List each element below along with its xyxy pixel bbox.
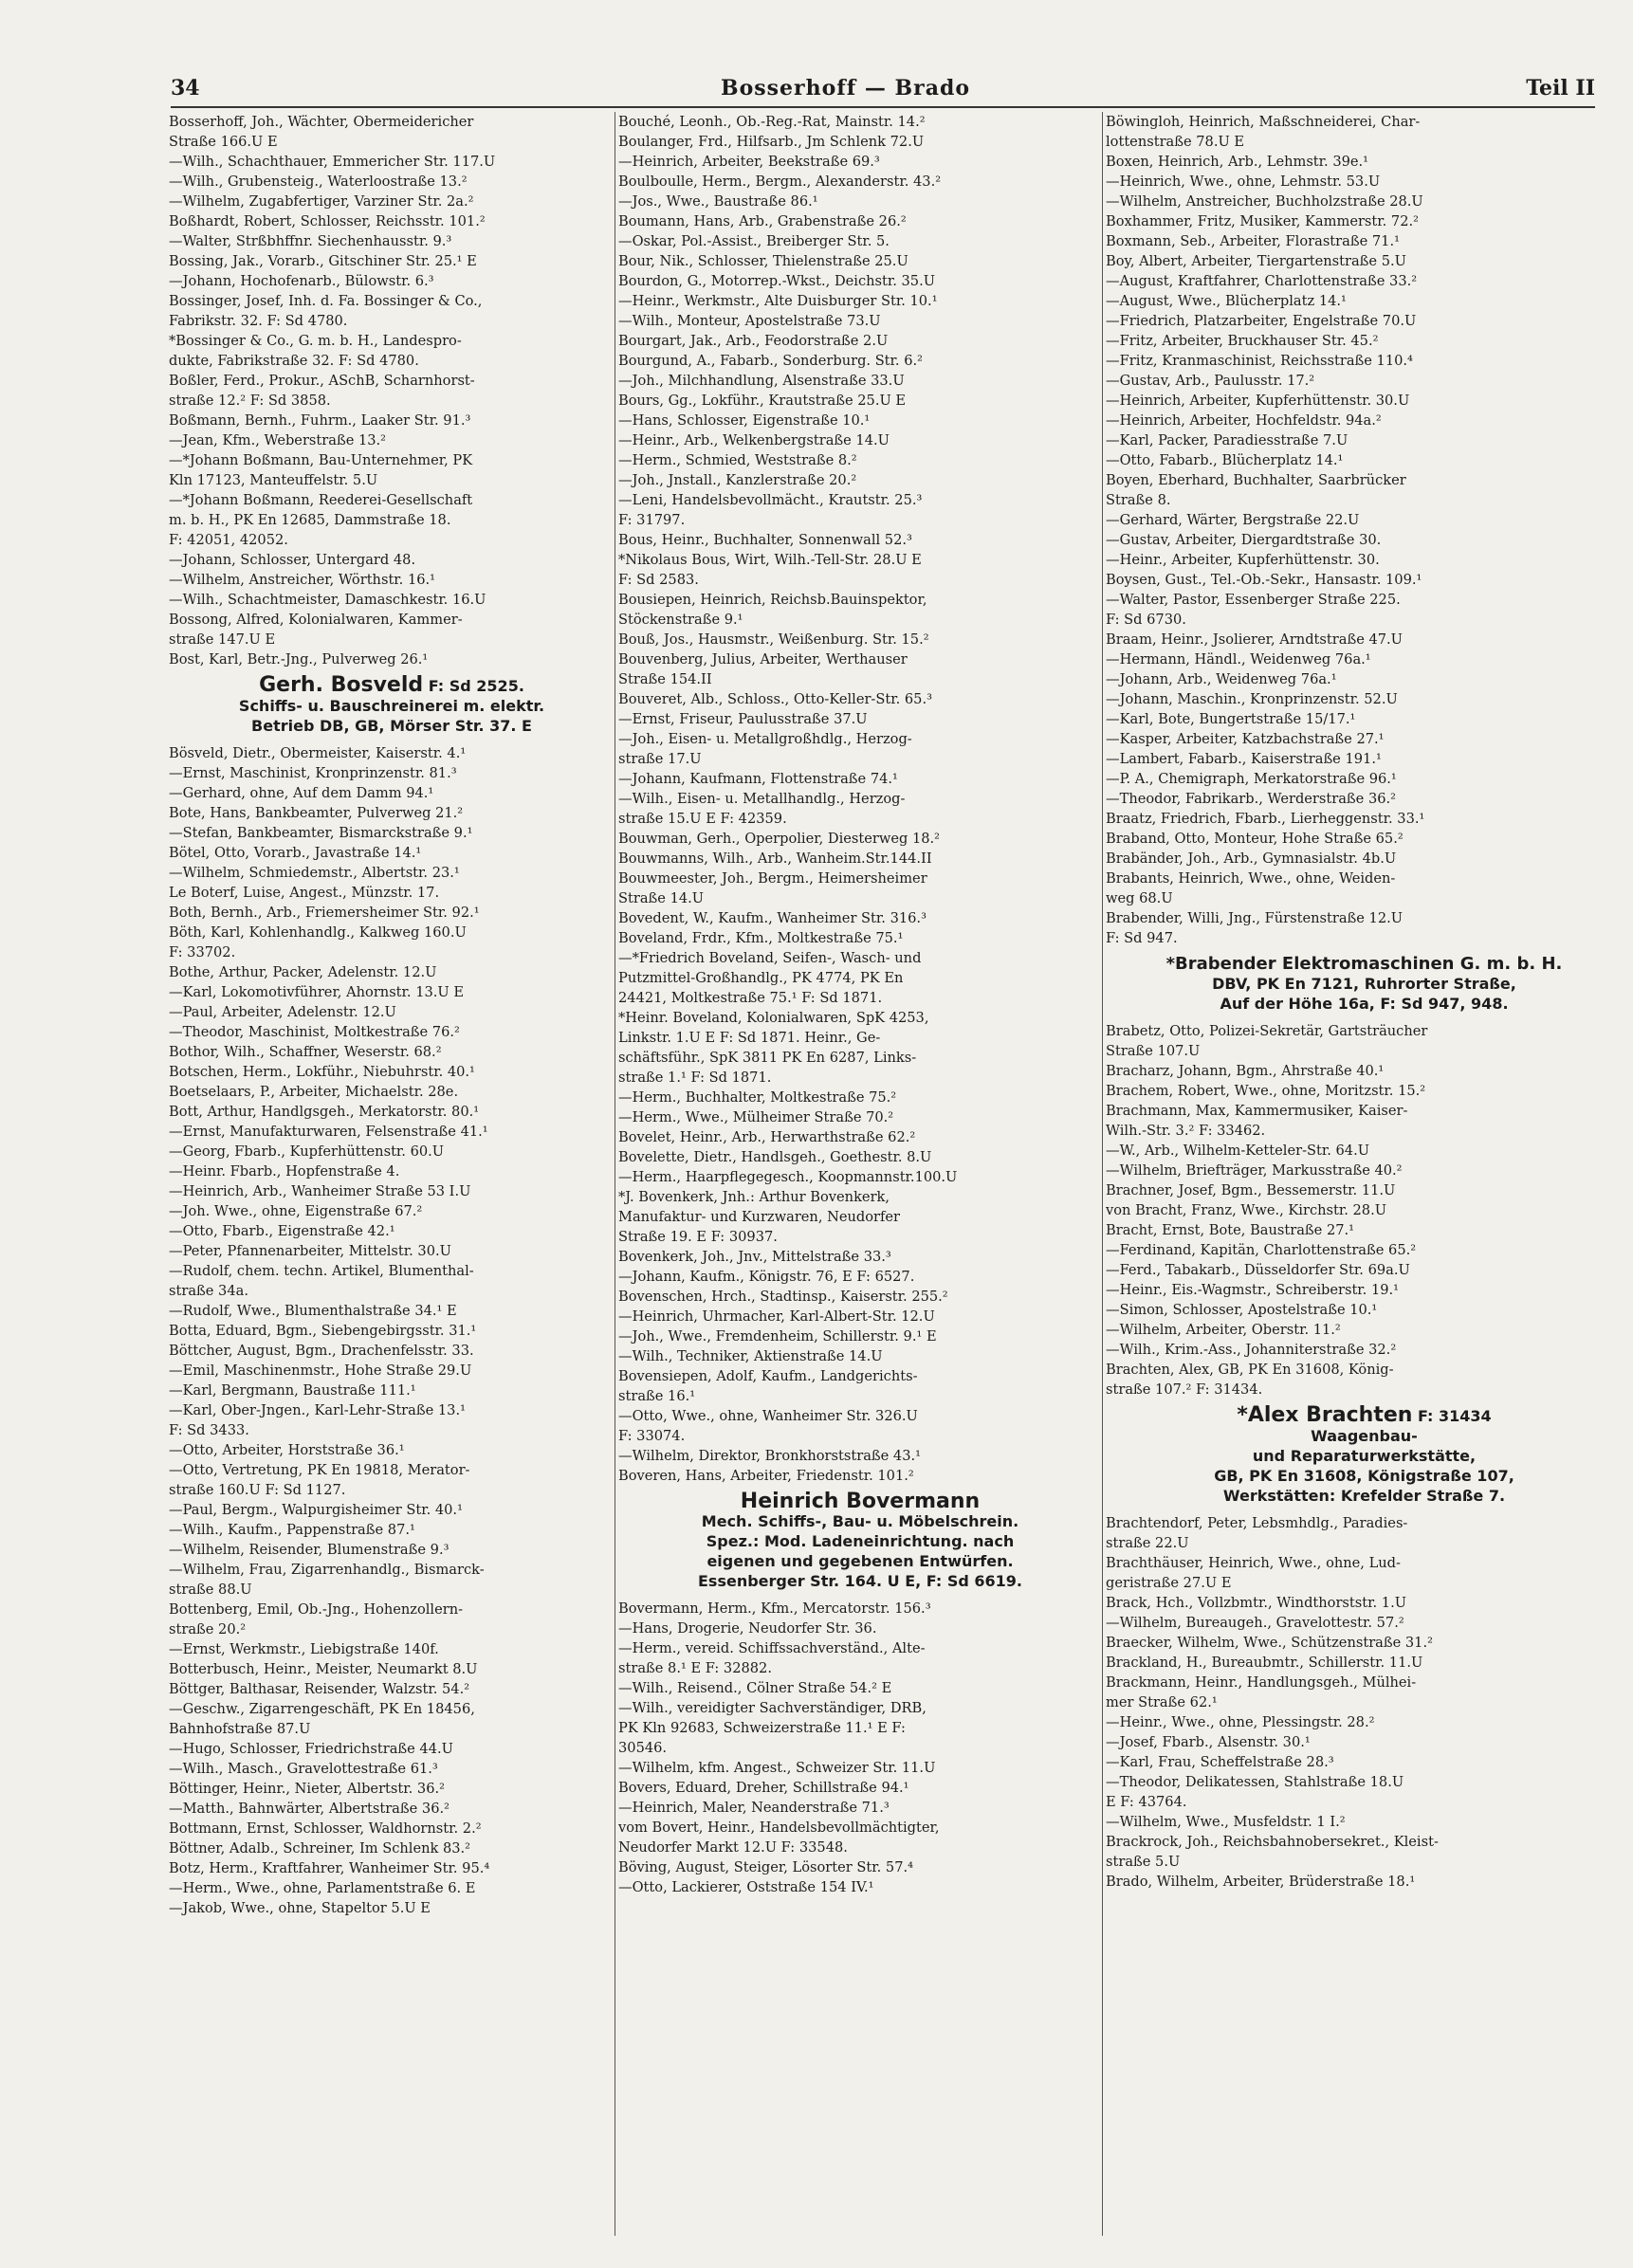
directory-entry: Bothe, Arthur, Packer, Adelenstr. 12.U: [169, 964, 437, 980]
directory-entry: Bous, Heinr., Buchhalter, Sonnenwall 52.³: [618, 532, 912, 548]
directory-entry: —Johann, Kaufm., Königstr. 76, E F: 6527.: [618, 1269, 915, 1285]
ad-title: Gerh. Bosveld: [259, 675, 424, 696]
directory-entry: Bovelet, Heinr., Arb., Herwarthstraße 62.²: [618, 1129, 916, 1145]
directory-entry: —August, Kraftfahrer, Charlottenstraße 33.²: [1106, 273, 1418, 289]
directory-entry: —Leni, Handelsbevollmächt., Krautstr. 25.³: [618, 492, 923, 508]
ad-line: DBV, PK En 7121, Ruhrorter Straße,: [1212, 975, 1516, 993]
directory-entry: Bovenkerk, Joh., Jnv., Mittelstraße 33.³: [618, 1249, 891, 1265]
directory-entry: Linkstr. 1.U E F: Sd 1871. Heinr., Ge-: [618, 1030, 881, 1046]
directory-entry: weg 68.U: [1106, 890, 1173, 906]
directory-entry: —Hugo, Schlosser, Friedrichstraße 44.U: [169, 1741, 453, 1757]
directory-entry: Bösveld, Dietr., Obermeister, Kaiserstr. 4.¹: [169, 745, 467, 761]
directory-entry: vom Bovert, Heinr., Handelsbevollmächtigter,: [618, 1820, 940, 1836]
directory-entry: —Jean, Kfm., Weberstraße 13.²: [169, 432, 387, 448]
ad-title: *Brabender Elektromaschinen G. m. b. H.: [1165, 954, 1563, 974]
directory-entry: Fabrikstr. 32. F: Sd 4780.: [169, 313, 348, 329]
directory-entry: Bovers, Eduard, Dreher, Schillstraße 94.¹: [618, 1780, 909, 1796]
directory-entry: Neudorfer Markt 12.U F: 33548.: [618, 1839, 848, 1856]
directory-entry: Bousiepen, Heinrich, Reichsb.Bauinspektor,: [618, 592, 927, 608]
ad-brachten: [1106, 1405, 1623, 1506]
directory-entry: —Jakob, Wwe., ohne, Stapeltor 5.U E: [169, 1900, 431, 1916]
ad-line: Betrieb DB, GB, Mörser Str. 37. E: [251, 717, 532, 735]
directory-entry: —Wilhelm, Zugabfertiger, Varziner Str. 2a.²: [169, 193, 474, 210]
directory-entry: —*Johann Boßmann, Reederei-Gesellschaft: [169, 492, 473, 508]
directory-entry: —Herm., vereid. Schiffssachverständ., Alte-: [618, 1640, 926, 1656]
directory-entry: —Wilh., Schachthauer, Emmericher Str. 117.U: [169, 154, 496, 170]
directory-entry: straße 1.¹ F: Sd 1871.: [618, 1070, 772, 1086]
directory-entry: —Wilh., vereidigter Sachverständiger, DRB,: [618, 1700, 927, 1716]
directory-entry: —Wilhelm, Direktor, Bronkhorststraße 43.¹: [618, 1448, 921, 1464]
directory-entry: —Johann, Kaufmann, Flottenstraße 74.¹: [618, 771, 898, 787]
directory-entry: —Wilhelm, Bureaugeh., Gravelottestr. 57.²: [1106, 1615, 1404, 1631]
ad-line: Spez.: Mod. Ladeneinrichtung. nach: [706, 1532, 1015, 1550]
directory-entry: Boumann, Hans, Arb., Grabenstraße 26.²: [618, 213, 907, 229]
directory-entry: —Heinrich, Arbeiter, Beekstraße 69.³: [618, 154, 880, 170]
directory-entry: Bovermann, Herm., Kfm., Mercatorstr. 156.³: [618, 1600, 931, 1617]
directory-entry: —Paul, Arbeiter, Adelenstr. 12.U: [169, 1004, 396, 1020]
directory-entry: —Johann, Maschin., Kronprinzenstr. 52.U: [1106, 691, 1398, 707]
directory-entry: —Karl, Ober-Jngen., Karl-Lehr-Straße 13.¹: [169, 1402, 466, 1418]
directory-entry: —Stefan, Bankbeamter, Bismarckstraße 9.¹: [169, 825, 473, 841]
directory-entry: Bott, Arthur, Handlgsgeh., Merkatorstr. 80.¹: [169, 1104, 480, 1120]
directory-entry: straße 17.U: [618, 751, 702, 767]
directory-entry: straße 15.U E F: 42359.: [618, 811, 787, 827]
directory-entry: schäftsführ., SpK 3811 PK En 6287, Links-: [618, 1050, 917, 1066]
directory-entry: —P. A., Chemigraph, Merkatorstraße 96.¹: [1106, 771, 1397, 787]
directory-entry: Bahnhofstraße 87.U: [169, 1721, 311, 1737]
directory-entry: Bracharz, Johann, Bgm., Ahrstraße 40.¹: [1106, 1063, 1385, 1079]
directory-entry: Böving, August, Steiger, Lösorter Str. 57.⁴: [618, 1859, 913, 1875]
directory-entry: Boßmann, Bernh., Fuhrm., Laaker Str. 91.³: [169, 412, 471, 429]
directory-entry: Bothor, Wilh., Schaffner, Weserstr. 68.²: [169, 1044, 442, 1060]
directory-entry: Brachem, Robert, Wwe., ohne, Moritzstr. 15.²: [1106, 1083, 1426, 1099]
directory-entry: —Joh., Milchhandlung, Alsenstraße 33.U: [618, 373, 905, 389]
directory-entry: Botterbusch, Heinr., Meister, Neumarkt 8.U: [169, 1661, 478, 1677]
ad-line: Schiffs- u. Bauschreinerei m. elektr.: [238, 697, 545, 715]
directory-entry: dukte, Fabrikstraße 32. F: Sd 4780.: [169, 353, 419, 369]
directory-entry: straße 12.² F: Sd 3858.: [169, 393, 331, 409]
directory-entry: —Paul, Bergm., Walpurgisheimer Str. 40.¹: [169, 1502, 463, 1518]
directory-entry: —Heinrich, Uhrmacher, Karl-Albert-Str. 12.U: [618, 1308, 935, 1325]
directory-entry: Braecker, Wilhelm, Wwe., Schützenstraße 31.²: [1106, 1635, 1433, 1651]
directory-entry: —Otto, Vertretung, PK En 19818, Merator-: [169, 1462, 470, 1478]
directory-entry: —Otto, Fabarb., Blücherplatz 14.¹: [1106, 452, 1344, 468]
directory-entry: —Herm., Schmied, Weststraße 8.²: [618, 452, 857, 468]
directory-entry: Putzmittel-Großhandlg., PK 4774, PK En: [618, 970, 904, 986]
directory-entry: Boulboulle, Herm., Bergm., Alexanderstr. 43.²: [618, 174, 942, 190]
directory-entry: Bour, Nik., Schlosser, Thielenstraße 25.U: [618, 253, 908, 269]
directory-entry: —Herm., Wwe., Mülheimer Straße 70.²: [618, 1109, 894, 1125]
directory-entry: Brado, Wilhelm, Arbeiter, Brüderstraße 18.¹: [1106, 1874, 1416, 1890]
directory-entry: —Ernst, Werkmstr., Liebigstraße 140f.: [169, 1641, 439, 1657]
ad-line: Mech. Schiffs-, Bau- u. Möbelschrein.: [701, 1512, 1019, 1530]
directory-entry: *Nikolaus Bous, Wirt, Wilh.-Tell-Str. 28.U E: [618, 552, 922, 568]
directory-entry: —Wilhelm, Frau, Zigarrenhandlg., Bismarck-: [169, 1562, 485, 1578]
directory-entry: Boysen, Gust., Tel.-Ob.-Sekr., Hansastr. 109.¹: [1106, 572, 1422, 588]
directory-entry: Brachmann, Max, Kammermusiker, Kaiser-: [1106, 1103, 1408, 1119]
ad-line: Essenberger Str. 164. U E, F: Sd 6619.: [698, 1572, 1022, 1590]
directory-entry: Bovelette, Dietr., Handlsgeh., Goethestr. 8.U: [618, 1149, 932, 1165]
directory-entry: Böwingloh, Heinrich, Maßschneiderei, Char-: [1106, 114, 1421, 130]
directory-entry: Straße 166.U E: [169, 134, 278, 150]
directory-entry: —Heinrich, Arbeiter, Hochfeldstr. 94a.²: [1106, 412, 1382, 429]
directory-entry: F: 33074.: [618, 1428, 686, 1444]
ad-brabender: [1106, 954, 1623, 1014]
directory-entry: geristraße 27.U E: [1106, 1575, 1232, 1591]
directory-entry: Boulanger, Frd., Hilfsarb., Jm Schlenk 72.U: [618, 134, 925, 150]
directory-entry: —Hermann, Händl., Weidenweg 76a.¹: [1106, 651, 1371, 668]
directory-entry: —Wilhelm, Reisender, Blumenstraße 9.³: [169, 1542, 450, 1558]
directory-entry: —Heinr., Eis.-Wagmstr., Schreiberstr. 19.¹: [1106, 1282, 1400, 1298]
directory-entry: —Johann, Schlosser, Untergard 48.: [169, 552, 416, 568]
directory-entry: Straße 14.U: [618, 890, 705, 906]
directory-entry: Botta, Eduard, Bgm., Siebengebirgsstr. 31.¹: [169, 1323, 477, 1339]
directory-entry: von Bracht, Franz, Wwe., Kirchstr. 28.U: [1106, 1202, 1387, 1218]
directory-entry: —Heinrich, Arbeiter, Kupferhüttenstr. 30.U: [1106, 393, 1410, 409]
directory-entry: —Joh., Eisen- u. Metallgroßhdlg., Herzog-: [618, 731, 912, 747]
directory-entry: —Wilh., Reisend., Cölner Straße 54.² E: [618, 1680, 892, 1696]
directory-entry: —Karl, Lokomotivführer, Ahornstr. 13.U E: [169, 984, 464, 1000]
directory-entry: —Rudolf, chem. techn. Artikel, Blumenthal-: [169, 1263, 474, 1279]
directory-entry: —Fritz, Arbeiter, Bruckhauser Str. 45.²: [1106, 333, 1379, 349]
directory-entry: —Simon, Schlosser, Apostelstraße 10.¹: [1106, 1302, 1378, 1318]
running-head: Bosserhoff — Brado: [721, 76, 971, 101]
directory-entry: Brackmann, Heinr., Handlungsgeh., Mülhei-: [1106, 1674, 1417, 1691]
directory-entry: —Heinrich, Wwe., ohne, Lehmstr. 53.U: [1106, 174, 1381, 190]
directory-entry: F: Sd 2583.: [618, 572, 699, 588]
directory-entry: Botschen, Herm., Lokführ., Niebuhrstr. 40.¹: [169, 1064, 475, 1080]
directory-entry: —Josef, Fbarb., Alsenstr. 30.¹: [1106, 1734, 1311, 1750]
directory-entry: —Gerhard, Wärter, Bergstraße 22.U: [1106, 512, 1360, 528]
ad-line: Werkstätten: Krefelder Straße 7.: [1222, 1487, 1506, 1505]
ad-line: Waagenbau-: [1311, 1427, 1418, 1445]
directory-entry: Bourgart, Jak., Arb., Feodorstraße 2.U: [618, 333, 889, 349]
directory-entry: *J. Bovenkerk, Jnh.: Arthur Bovenkerk,: [618, 1189, 890, 1205]
directory-entry: —Karl, Frau, Scheffelstraße 28.³: [1106, 1754, 1334, 1770]
directory-entry: Böttinger, Heinr., Nieter, Albertstr. 36.²: [169, 1781, 445, 1797]
directory-entry: Bosserhoff, Joh., Wächter, Obermeidericher: [169, 114, 474, 130]
column-3: [1106, 112, 1623, 2245]
directory-entry: 30546.: [618, 1740, 668, 1756]
directory-entry: Braam, Heinr., Jsolierer, Arndtstraße 47.U: [1106, 631, 1403, 648]
ad-title: Heinrich Bovermann: [740, 1490, 981, 1513]
ad-line: und Reparaturwerkstätte,: [1252, 1447, 1477, 1465]
directory-entry: m. b. H., PK En 12685, Dammstraße 18.: [169, 512, 451, 528]
directory-entry: Brabetz, Otto, Polizei-Sekretär, Gartsträucher: [1106, 1023, 1428, 1039]
directory-entry: —W., Arb., Wilhelm-Ketteler-Str. 64.U: [1106, 1143, 1370, 1159]
directory-entry: straße 88.U: [169, 1582, 252, 1598]
directory-entry: —Wilh., Masch., Gravelottestraße 61.³: [169, 1761, 438, 1777]
directory-entry: —Karl, Packer, Paradiesstraße 7.U: [1106, 432, 1349, 448]
directory-entry: —Wilh., Krim.-Ass., Johanniterstraße 32.²: [1106, 1342, 1397, 1358]
directory-entry: F: 31797.: [618, 512, 686, 528]
directory-entry: 24421, Moltkestraße 75.¹ F: Sd 1871.: [618, 990, 883, 1006]
directory-entry: —Peter, Pfannenarbeiter, Mittelstr. 30.U: [169, 1243, 451, 1259]
directory-entry: Straße 8.: [1106, 492, 1171, 508]
directory-entry: E F: 43764.: [1106, 1794, 1187, 1810]
directory-entry: —Rudolf, Wwe., Blumenthalstraße 34.¹ E: [169, 1303, 457, 1319]
directory-entry: F: Sd 3433.: [169, 1422, 249, 1438]
directory-entry: Bote, Hans, Bankbeamter, Pulverweg 21.²: [169, 805, 464, 821]
directory-entry: Straße 154.II: [618, 671, 712, 687]
ad-bosveld: [169, 675, 615, 736]
directory-entry: Boetselaars, P., Arbeiter, Michaelstr. 28e.: [169, 1084, 459, 1100]
directory-entry: —Wilh., Monteur, Apostelstraße 73.U: [618, 313, 881, 329]
directory-entry: —Heinr., Arb., Welkenbergstraße 14.U: [618, 432, 890, 448]
directory-entry: —Ferdinand, Kapitän, Charlottenstraße 65.²: [1106, 1242, 1417, 1258]
directory-entry: Boxhammer, Fritz, Musiker, Kammerstr. 72.²: [1106, 213, 1419, 229]
directory-entry: —Walter, Pastor, Essenberger Straße 225.: [1106, 592, 1401, 608]
directory-entry: —Friedrich, Platzarbeiter, Engelstraße 70.U: [1106, 313, 1417, 329]
directory-entry: —Otto, Fbarb., Eigenstraße 42.¹: [169, 1223, 395, 1239]
directory-entry: —August, Wwe., Blücherplatz 14.¹: [1106, 293, 1347, 309]
directory-entry: Bossong, Alfred, Kolonialwaren, Kammer-: [169, 612, 463, 628]
directory-entry: Kln 17123, Manteuffelstr. 5.U: [169, 472, 378, 488]
directory-entry: —Heinr., Wwe., ohne, Plessingstr. 28.²: [1106, 1714, 1375, 1730]
directory-entry: —Wilhelm, Schmiedemstr., Albertstr. 23.¹: [169, 865, 460, 881]
directory-entry: Straße 19. E F: 30937.: [618, 1229, 778, 1245]
directory-entry: Brabants, Heinrich, Wwe., ohne, Weiden-: [1106, 870, 1396, 887]
directory-entry: straße 16.¹: [618, 1388, 696, 1404]
directory-entry: Bovedent, W., Kaufm., Wanheimer Str. 316.³: [618, 910, 927, 926]
directory-entry: —Herm., Wwe., ohne, Parlamentstraße 6. E: [169, 1880, 476, 1896]
directory-entry: —Wilhelm, Arbeiter, Oberstr. 11.²: [1106, 1322, 1341, 1338]
directory-entry: Bouveret, Alb., Schloss., Otto-Keller-Str. 65.³: [618, 691, 932, 707]
part-label: Teil II: [1526, 76, 1595, 101]
directory-entry: —Gustav, Arb., Paulusstr. 17.²: [1106, 373, 1315, 389]
directory-entry: —Wilh., Kaufm., Pappenstraße 87.¹: [169, 1522, 415, 1538]
directory-entry: straße 107.² F: 31434.: [1106, 1381, 1263, 1398]
directory-entry: —*Friedrich Boveland, Seifen-, Wasch- und: [618, 950, 922, 966]
directory-entry: —Heinrich, Arb., Wanheimer Straße 53 I.U: [169, 1183, 471, 1199]
directory-entry: —Kasper, Arbeiter, Katzbachstraße 27.¹: [1106, 731, 1385, 747]
page-header: [171, 76, 1595, 108]
directory-entry: Brachten, Alex, GB, PK En 31608, König-: [1106, 1362, 1394, 1378]
ad-phone: F: Sd 2525.: [428, 677, 524, 695]
directory-entry: Brackland, H., Bureaubmtr., Schillerstr. 11.U: [1106, 1655, 1423, 1671]
directory-entry: —Karl, Bote, Bungertstraße 15/17.¹: [1106, 711, 1356, 727]
directory-entry: Both, Bernh., Arb., Friemersheimer Str. 92.¹: [169, 905, 480, 921]
directory-entry: Bottenberg, Emil, Ob.-Jng., Hohenzollern-: [169, 1601, 464, 1618]
directory-entry: —Georg, Fbarb., Kupferhüttenstr. 60.U: [169, 1143, 445, 1160]
directory-entry: Brabender, Willi, Jng., Fürstenstraße 12.U: [1106, 910, 1404, 926]
header-rule: [171, 106, 1595, 108]
directory-entry: —Walter, Strßbhffnr. Siechenhausstr. 9.³: [169, 233, 452, 249]
directory-entry: Boßler, Ferd., Prokur., ASchB, Scharnhorst-: [169, 373, 475, 389]
ad-line: eigenen und gegebenen Entwürfen.: [706, 1552, 1014, 1570]
directory-entry: lottenstraße 78.U E: [1106, 134, 1245, 150]
directory-entry: Boy, Albert, Arbeiter, Tiergartenstraße 5.U: [1106, 253, 1406, 269]
directory-entry: —Wilh., Schachtmeister, Damaschkestr. 16.U: [169, 592, 486, 608]
directory-entry: Bourdon, G., Motorrep.-Wkst., Deichstr. 35.U: [618, 273, 936, 289]
directory-entry: —Gerhard, ohne, Auf dem Damm 94.¹: [169, 785, 434, 801]
directory-entry: Stöckenstraße 9.¹: [618, 612, 743, 628]
directory-entry: —Fritz, Kranmaschinist, Reichsstraße 110.⁴: [1106, 353, 1413, 369]
directory-entry: —Hans, Drogerie, Neudorfer Str. 36.: [618, 1620, 877, 1637]
directory-entry: Brachtendorf, Peter, Lebsmhdlg., Paradies-: [1106, 1515, 1408, 1531]
directory-entry: Bovensiepen, Adolf, Kaufm., Landgerichts-: [618, 1368, 918, 1384]
directory-entry: Braband, Otto, Monteur, Hohe Straße 65.²: [1106, 831, 1404, 847]
directory-entry: —Oskar, Pol.-Assist., Breiberger Str. 5.: [618, 233, 890, 249]
directory-entry: —Ernst, Maschinist, Kronprinzenstr. 81.³: [169, 765, 457, 781]
directory-entry: Brachthäuser, Heinrich, Wwe., ohne, Lud-: [1106, 1555, 1401, 1571]
directory-entry: F: 33702.: [169, 944, 236, 960]
directory-entry: Bouwman, Gerh., Operpolier, Diesterweg 18.²: [618, 831, 941, 847]
directory-entry: —Wilhelm, kfm. Angest., Schweizer Str. 11.U: [618, 1760, 936, 1776]
ad-line: Auf der Höhe 16a, F: Sd 947, 948.: [1220, 995, 1509, 1013]
directory-entry: F: Sd 6730.: [1106, 612, 1186, 628]
directory-entry: Le Boterf, Luise, Angest., Münzstr. 17.: [169, 885, 440, 901]
directory-entry: —Karl, Bergmann, Baustraße 111.¹: [169, 1382, 416, 1399]
directory-entry: Bost, Karl, Betr.-Jng., Pulverweg 26.¹: [169, 651, 429, 668]
directory-entry: —Ernst, Friseur, Paulusstraße 37.U: [618, 711, 868, 727]
directory-entry: Bossing, Jak., Vorarb., Gitschiner Str. 25.¹ E: [169, 253, 477, 269]
directory-entry: —Heinr., Arbeiter, Kupferhüttenstr. 30.: [1106, 552, 1380, 568]
directory-entry: straße 22.U: [1106, 1535, 1189, 1551]
directory-entry: Bouwmanns, Wilh., Arb., Wanheim.Str.144.II: [618, 850, 932, 867]
ad-line: GB, PK En 31608, Königstraße 107,: [1214, 1467, 1514, 1485]
ad-bovermann: [618, 1491, 1102, 1591]
column-2: [618, 112, 1102, 2245]
directory-entry: Boveren, Hans, Arbeiter, Friedenstr. 101.²: [618, 1468, 914, 1484]
directory-entry: straße 160.U F: Sd 1127.: [169, 1482, 346, 1498]
directory-entry: Brabänder, Joh., Arb., Gymnasialstr. 4b.U: [1106, 850, 1397, 867]
directory-entry: straße 147.U E: [169, 631, 276, 648]
directory-entry: —Theodor, Maschinist, Moltkestraße 76.²: [169, 1024, 460, 1040]
directory-entry: —Wilhelm, Briefträger, Markusstraße 40.²: [1106, 1162, 1403, 1179]
directory-entry: Bouvenberg, Julius, Arbeiter, Werthauser: [618, 651, 908, 668]
directory-entry: Bouß, Jos., Hausmstr., Weißenburg. Str. 15.²: [618, 631, 929, 648]
directory-entry: —Jos., Wwe., Baustraße 86.¹: [618, 193, 818, 210]
column-divider: [1102, 112, 1103, 2236]
directory-entry: —Johann, Arb., Weidenweg 76a.¹: [1106, 671, 1337, 687]
directory-entry: Bouwmeester, Joh., Bergm., Heimersheimer: [618, 870, 927, 887]
directory-entry: mer Straße 62.¹: [1106, 1694, 1218, 1710]
directory-entry: Brackrock, Joh., Reichsbahnobersekret., Kleist-: [1106, 1834, 1439, 1850]
directory-entry: Botz, Herm., Kraftfahrer, Wanheimer Str. 95.⁴: [169, 1860, 490, 1876]
directory-entry: —Wilh., Techniker, Aktienstraße 14.U: [618, 1348, 883, 1364]
directory-entry: —Joh. Wwe., ohne, Eigenstraße 67.²: [169, 1203, 423, 1219]
directory-entry: —Gustav, Arbeiter, Diergardtstraße 30.: [1106, 532, 1382, 548]
directory-entry: straße 8.¹ E F: 32882.: [618, 1660, 772, 1676]
directory-entry: Bottmann, Ernst, Schlosser, Waldhornstr. 2.²: [169, 1820, 482, 1837]
directory-entry: —Theodor, Delikatessen, Stahlstraße 18.U: [1106, 1774, 1404, 1790]
directory-entry: —Johann, Hochofenarb., Bülowstr. 6.³: [169, 273, 434, 289]
directory-entry: Bourgund, A., Fabarb., Sonderburg. Str. 6.²: [618, 353, 923, 369]
directory-entry: F: 42051, 42052.: [169, 532, 288, 548]
directory-entry: —Otto, Lackierer, Oststraße 154 IV.¹: [618, 1879, 874, 1895]
directory-entry: Bossinger, Josef, Inh. d. Fa. Bossinger & Co.,: [169, 293, 483, 309]
directory-entry: Boßhardt, Robert, Schlosser, Reichsstr. 101.²: [169, 213, 486, 229]
directory-entry: Boveland, Frdr., Kfm., Moltkestraße 75.¹: [618, 930, 904, 946]
directory-entry: *Heinr. Boveland, Kolonialwaren, SpK 4253,: [618, 1010, 929, 1026]
column-1: [169, 112, 615, 2245]
ad-phone: F: 31434: [1418, 1407, 1492, 1425]
directory-entry: —Wilhelm, Anstreicher, Wörthstr. 16.¹: [169, 572, 436, 588]
directory-entry: Boyen, Eberhard, Buchhalter, Saarbrücker: [1106, 472, 1406, 488]
directory-entry: —Heinrich, Maler, Neanderstraße 71.³: [618, 1800, 890, 1816]
directory-entry: —Heinr. Fbarb., Hopfenstraße 4.: [169, 1163, 400, 1180]
directory-entry: —Ernst, Manufakturwaren, Felsenstraße 41.¹: [169, 1124, 488, 1140]
directory-entry: Böttcher, August, Bgm., Drachenfelsstr. 33.: [169, 1343, 474, 1359]
directory-entry: straße 20.²: [169, 1621, 247, 1637]
directory-entry: —Joh., Jnstall., Kanzlerstraße 20.²: [618, 472, 857, 488]
directory-entry: —Theodor, Fabrikarb., Werderstraße 36.²: [1106, 791, 1397, 807]
directory-entry: —Heinr., Werkmstr., Alte Duisburger Str. 10.¹: [618, 293, 938, 309]
directory-entry: Bovenschen, Hrch., Stadtinsp., Kaiserstr. 255.²: [618, 1289, 948, 1305]
directory-entry: Bours, Gg., Lokführ., Krautstraße 25.U E: [618, 393, 907, 409]
directory-entry: —Otto, Arbeiter, Horststraße 36.¹: [169, 1442, 405, 1458]
directory-entry: —Wilh., Grubensteig., Waterloostraße 13.²: [169, 174, 468, 190]
directory-entry: straße 34a.: [169, 1283, 248, 1299]
directory-entry: —Geschw., Zigarrengeschäft, PK En 18456,: [169, 1701, 475, 1717]
directory-entry: —Otto, Wwe., ohne, Wanheimer Str. 326.U: [618, 1408, 918, 1424]
directory-entry: —Herm., Buchhalter, Moltkestraße 75.²: [618, 1089, 897, 1106]
directory-entry: Bötel, Otto, Vorarb., Javastraße 14.¹: [169, 845, 422, 861]
directory-entry: —Matth., Bahnwärter, Albertstraße 36.²: [169, 1801, 450, 1817]
directory-entry: Böttger, Balthasar, Reisender, Walzstr. 54.²: [169, 1681, 470, 1697]
directory-entry: Bracht, Ernst, Bote, Baustraße 27.¹: [1106, 1222, 1355, 1238]
directory-entry: Braatz, Friedrich, Fbarb., Lierheggenstr. 33.¹: [1106, 811, 1425, 827]
page-number: 34: [171, 76, 200, 101]
directory-entry: Boxmann, Seb., Arbeiter, Florastraße 71.¹: [1106, 233, 1400, 249]
directory-entry: Böth, Karl, Kohlenhandlg., Kalkweg 160.U: [169, 924, 467, 941]
directory-entry: —Wilhelm, Anstreicher, Buchholzstraße 28.U: [1106, 193, 1423, 210]
directory-entry: F: Sd 947.: [1106, 930, 1178, 946]
directory-entry: PK Kln 92683, Schweizerstraße 11.¹ E F:: [618, 1720, 906, 1736]
directory-entry: Manufaktur- und Kurzwaren, Neudorfer: [618, 1209, 901, 1225]
directory-entry: —Hans, Schlosser, Eigenstraße 10.¹: [618, 412, 871, 429]
directory-entry: Boxen, Heinrich, Arb., Lehmstr. 39e.¹: [1106, 154, 1369, 170]
directory-entry: —Wilh., Eisen- u. Metallhandlg., Herzog-: [618, 791, 906, 807]
directory-entry: —Wilhelm, Wwe., Musfeldstr. 1 I.²: [1106, 1814, 1346, 1830]
directory-entry: Bouché, Leonh., Ob.-Reg.-Rat, Mainstr. 14.²: [618, 114, 926, 130]
directory-entry: —Joh., Wwe., Fremdenheim, Schillerstr. 9.¹ E: [618, 1328, 937, 1344]
ad-title: *Alex Brachten: [1237, 1405, 1413, 1426]
directory-entry: —Herm., Haarpflegegesch., Koopmannstr.100.U: [618, 1169, 958, 1185]
directory-entry: Straße 107.U: [1106, 1043, 1201, 1059]
directory-entry: *Bossinger & Co., G. m. b. H., Landespro-: [169, 333, 462, 349]
directory-entry: Wilh.-Str. 3.² F: 33462.: [1106, 1123, 1266, 1139]
directory-entry: —Ferd., Tabakarb., Düsseldorfer Str. 69a.U: [1106, 1262, 1410, 1278]
directory-entry: —*Johann Boßmann, Bau-Unternehmer, PK: [169, 452, 473, 468]
directory-entry: Brachner, Josef, Bgm., Bessemerstr. 11.U: [1106, 1182, 1396, 1198]
directory-entry: Brack, Hch., Vollzbmtr., Windthorststr. 1.U: [1106, 1595, 1407, 1611]
directory-entry: —Emil, Maschinenmstr., Hohe Straße 29.U: [169, 1363, 472, 1379]
directory-entry: —Lambert, Fabarb., Kaiserstraße 191.¹: [1106, 751, 1382, 767]
directory-entry: Böttner, Adalb., Schreiner, Im Schlenk 83.²: [169, 1840, 471, 1856]
directory-entry: straße 5.U: [1106, 1854, 1181, 1870]
